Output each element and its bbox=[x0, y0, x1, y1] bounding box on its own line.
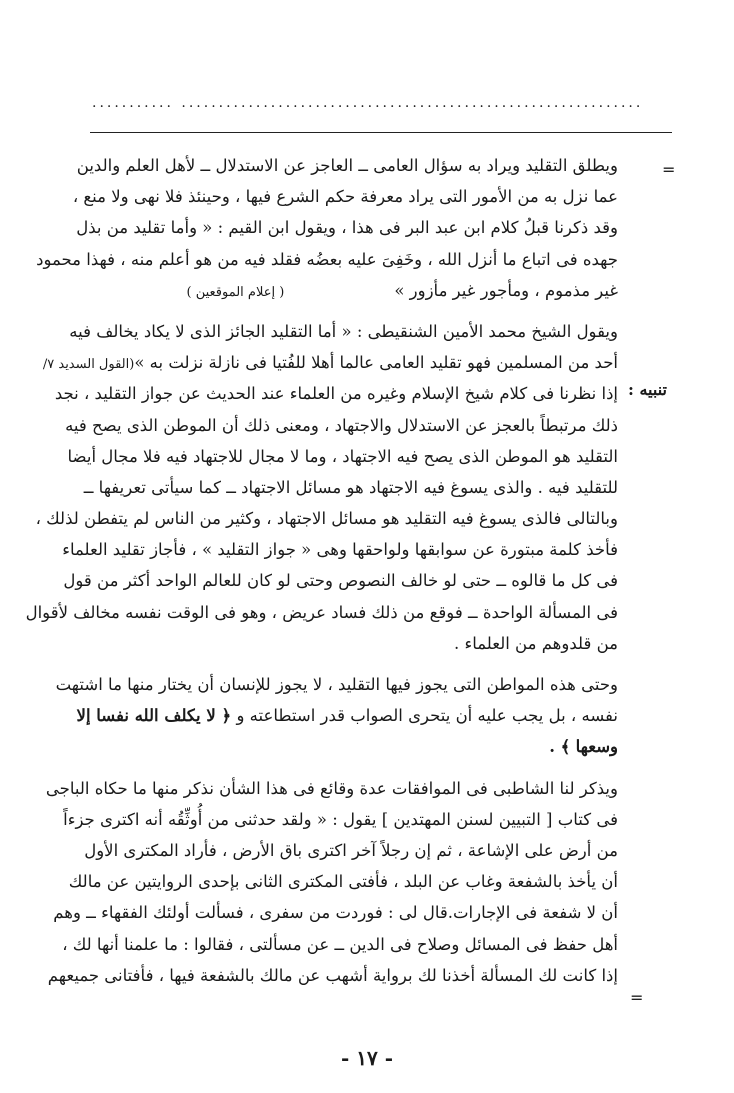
text-line: فى المسألة الواحدة ــ فوقع من ذلك فساد عريض ، وهو فى الوقت نفسه مخالف لأقوال bbox=[25, 602, 618, 622]
text-line bbox=[88, 275, 618, 306]
text-line: إذا نظرنا فى كلام شيخ الإسلام وغيره من العلماء عند الحديث عن جواز التقليد ، نجد bbox=[54, 384, 618, 404]
paragraph-4 bbox=[55, 669, 618, 763]
text-line bbox=[88, 731, 618, 762]
text-line: وحتى هذه المواطن التى يجوز فيها التقليد ، لا يجوز للإنسان أن يختار منها ما اشتهت bbox=[55, 675, 618, 694]
text-segment: أحد من المسلمين فهو تقليد العامى عالما أهلا للفُتيا فى نازلة نزلت به » bbox=[134, 353, 618, 373]
text-line: ذلك مرتبطاً بالعجز عن الاستدلال والاجتهاد ، ومعنى ذلك أن الموطن الذى يصح فيه bbox=[65, 415, 618, 435]
text-line: أن لا شفعة فى الإجارات.قال لى : فوردت من سفرى ، فسألت أولئك الفقهاء ــ وهم bbox=[53, 903, 618, 923]
text-line: ويطلق التقليد ويراد به سؤال العامى ــ العاجز عن الاستدلال ــ لأهل العلم والدين bbox=[76, 156, 618, 175]
paragraph-5 bbox=[45, 773, 618, 991]
quran-bracket: ﴾ . bbox=[549, 737, 571, 757]
page-number: - ١٧ - bbox=[340, 1046, 393, 1070]
text-segment: نفسه ، بل يجب عليه أن يتحرى الصواب قدر استطاعته و bbox=[236, 706, 618, 726]
text-line: للتقليد فيه . والذى يسوغ فيه الاجتهاد هو مسائل الاجتهاد ــ كما سيأتى تعريفها ــ bbox=[83, 477, 618, 497]
paragraph-note bbox=[25, 378, 618, 659]
quran-verse-end: وسعها bbox=[575, 737, 618, 757]
note-label: تنبيه : bbox=[628, 380, 667, 399]
text-line: فأخذ كلمة مبتورة عن سوابقها ولواحقها وهى « جواز التقليد » ، فأجاز تقليد العلماء bbox=[62, 540, 618, 560]
text-line: إذا كانت لك المسألة أخذنا لك برواية أشهب عن مالك بالشفعة فيها ، فأفتانى جميعهم bbox=[47, 965, 618, 985]
text-line: من قلدوهم من العلماء . bbox=[453, 633, 618, 653]
text-line: أهل حفظ فى المسائل وصلاح فى الدين ــ عن مسألتى ، فقالوا : ما علمنا أنها لك ، bbox=[62, 934, 618, 954]
text-line: التقليد هو الموطن الذى يصح فيه الاجتهاد ، وما لا مجال للاجتهاد فيه فلا مجال أيضا bbox=[67, 446, 618, 466]
text-line: فى كتاب [ التبيين لسنن المهتدين ] يقول : « ولقد حدثنى من أُوثِّقُه أنه اكترى جزءاً bbox=[63, 809, 618, 829]
continuation-mark-bottom: = bbox=[630, 988, 644, 1007]
text-line bbox=[42, 347, 618, 378]
quran-verse: ﴿ لا يكلف الله نفسا إلا bbox=[76, 706, 232, 726]
text-line: ويذكر لنا الشاطبى فى الموافقات عدة وقائع فى هذا الشأن نذكر منها ما حكاه الباجى bbox=[45, 778, 618, 798]
text-line: ويقول الشيخ محمد الأمين الشنقيطى : « أما التقليد الجائز الذى لا يكاد يخالف فيه bbox=[69, 321, 618, 341]
paragraph-2 bbox=[42, 316, 618, 378]
text-line: جهده فى اتباع ما أنزل الله ، وخَفِىَ عليه بعضُه فقلد فيه من هو أعلم منه ، فهذا محمود bbox=[36, 249, 618, 269]
text-line: وبالتالى فالذى يسوغ فيه التقليد هو مسائل الاجتهاد ، وكثير من الناس لم يتفطن لذلك ، bbox=[35, 509, 618, 529]
continuation-mark-top: = bbox=[662, 160, 676, 179]
text-line: من أرض على الإشاعة ، ثم إن رجلاً آخر اكترى باق الأرض ، فأراد المكترى الأول bbox=[84, 840, 618, 860]
citation: ( إعلام الموقعين ) bbox=[186, 284, 285, 300]
citation: (القول السديد ٧/ bbox=[42, 357, 135, 373]
body-text bbox=[25, 150, 618, 991]
text-line: فى كل ما قالوه ــ حتى لو خالف النصوص وحتى لو كان للعالم الواحد أكثر من قول bbox=[63, 571, 618, 591]
text-line: أن يأخذ بالشفعة وغاب عن البلد ، فأفتى المكترى الثانى بإحدى الروايتين عن مالك bbox=[68, 872, 618, 892]
header-dotted-line: ........... .............................................................. bbox=[92, 95, 644, 111]
text-line: عما نزل به من الأمور التى يراد معرفة حكم الشرع فيها ، وحينئذ فلا نهى ولا منع ، bbox=[72, 187, 618, 207]
header-rule bbox=[90, 132, 672, 133]
text-line: وقد ذكرنا قبلُ كلام ابن عبد البر فى هذا ، ويقول ابن القيم : « وأما تقليد من بذل bbox=[76, 218, 618, 238]
text-line bbox=[76, 700, 618, 731]
text-segment: غير مذموم ، ومأجور غير مأزور » bbox=[394, 280, 618, 300]
paragraph-1 bbox=[36, 150, 618, 306]
